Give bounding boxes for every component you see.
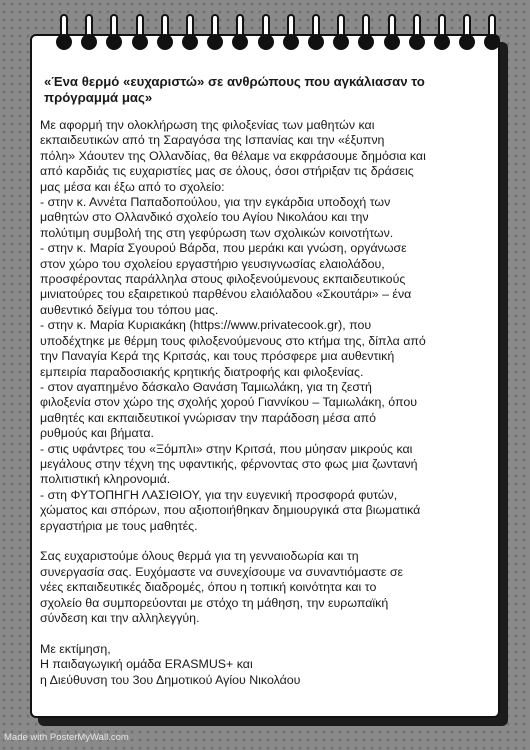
body-line: Με εκτίμηση, [40, 641, 111, 656]
spiral-ring-icon [106, 14, 122, 54]
body-line: πολύτιμη συμβολή της στη γεφύρωση των σχολικών κοινοτήτων. [40, 225, 394, 240]
spiral-ring-icon [308, 14, 324, 54]
spiral-ring-icon [56, 14, 72, 54]
spiral-ring-icon [157, 14, 173, 54]
body-line: υποδέχτηκε με θέρμη τους φιλοξενούμενους στο κτήμα της, δίπλα από [40, 333, 426, 348]
letter-title [44, 74, 480, 106]
body-line: αυθεντικό δείγμα του τόπου μας. [40, 302, 219, 317]
watermark: Made with PosterMyWall.com [4, 732, 129, 743]
body-line: πολιτιστική κληρονομιά. [40, 472, 171, 487]
spiral-ring-icon [232, 14, 248, 54]
spiral-ring-icon [81, 14, 97, 54]
spiral-ring-icon [207, 14, 223, 54]
letter-content [40, 74, 480, 688]
spiral-ring-icon [132, 14, 148, 54]
body-line: εργαστήρια με τους μαθητές. [40, 518, 198, 533]
letter-body [40, 118, 480, 688]
body-line: πόλη» Χάουτεν της Ολλανδίας, θα θέλαμε να εκφράσουμε δημόσια και [40, 148, 426, 163]
spiral-ring-icon [409, 14, 425, 54]
body-line: - στον αγαπημένο δάσκαλο Θανάση Ταμιωλάκη, για τη ζεστή [40, 379, 372, 394]
body-line: - στη ΦΥΤΟΠΗΓΗ ΛΑΣΙΘΙΟΥ, για την ευγενική προσφορά φυτών, [40, 487, 398, 502]
paragraph-gap [40, 626, 480, 641]
body-line: νέες εκπαιδευτικές διαδρομές, όπου η τοπική κοινότητα και το [40, 580, 377, 595]
body-line: - στην κ. Αννέτα Παπαδοπούλου, για την εγκάρδια υποδοχή των [40, 195, 391, 210]
body-line: την Παναγία Κερά της Κριτσάς, και τους πρόσφερε μια αυθεντική [40, 349, 395, 364]
spiral-ring-icon [358, 14, 374, 54]
body-line: Με αφορμή την ολοκλήρωση της φιλοξενίας των μαθητών και [40, 118, 375, 132]
spiral-ring-icon [459, 14, 475, 54]
body-line: η Διεύθυνση του 3ου Δημοτικού Αγίου Νικολάου [40, 672, 301, 687]
body-line: προσφέροντας παράλληλα στους φιλοξενούμενους εκπαιδευτικούς [40, 272, 406, 287]
spiral-ring-icon [384, 14, 400, 54]
body-line: Σας ευχαριστούμε όλους θερμά για τη γενναιοδωρία και τη [40, 549, 359, 564]
body-line: - στις υφάντρες του «Ξόμπλι» στην Κριτσά, που μύησαν μικρούς και [40, 441, 413, 456]
body-line: μινιατούρες του εξαιρετικού παρθένου ελαιόλαδου «Σκουτάρι» – ένα [40, 287, 412, 302]
body-line: συνεργασία σας. Ευχόμαστε να συνεχίσουμε να συναντιόμαστε σε [40, 564, 404, 579]
body-line: σχολείο θα συμπορεύονται με στόχο τη μάθηση, την ευρωπαϊκή [40, 595, 389, 610]
title-line: «Ένα θερμό «ευχαριστώ» σε ανθρώπους που αγκάλιασαν το [44, 74, 425, 89]
body-line: μαθητές και εκπαιδευτικοί γνώρισαν την παράδοση μέσα από [40, 410, 377, 425]
body-line: από καρδιάς τις ευχαριστίες μας σε όλους, όσοι στήριξαν τις δράσεις [40, 164, 414, 179]
spiral-ring-icon [283, 14, 299, 54]
paragraph-gap [40, 534, 480, 549]
spiral-binding [30, 14, 500, 54]
body-line: εκπαιδευτικών από τη Σαραγόσα της Ισπανίας και την «έξυπνη [40, 133, 385, 148]
body-line: μαθητών στο Ολλανδικό σχολείο του Αγίου Νικολάου και την [40, 210, 369, 225]
body-line: εμπειρία παραδοσιακής κρητικής διατροφής και φιλοξενίας. [40, 364, 364, 379]
body-line: φιλοξενία στον χώρο της σχολής χορού Γιαννίκου – Ταμιωλάκη, όπου [40, 395, 418, 410]
spiral-ring-icon [484, 14, 500, 54]
body-line: μας μέσα και έξω από το σχολείο: [40, 179, 225, 194]
spiral-ring-icon [258, 14, 274, 54]
body-line: στον χώρο του σχολείου εργαστήριο γευσιγνωσίας ελαιολάδου, [40, 256, 385, 271]
body-line: - στην κ. Μαρία Σγουρού Βάρδα, που μεράκι και γνώση, οργάνωσε [40, 241, 407, 256]
title-line: πρόγραμμά μας» [44, 90, 153, 105]
spiral-ring-icon [182, 14, 198, 54]
body-line: Η παιδαγωγική ομάδα ERASMUS+ και [40, 657, 253, 672]
body-line: χώματος και σπόρων, που αξιοποιήθηκαν δημιουργικά στα βιωματικά [40, 503, 421, 518]
body-line: ρυθμούς και βήματα. [40, 426, 154, 441]
body-line: σύνδεση και την αλληλεγγύη. [40, 610, 200, 625]
spiral-ring-icon [333, 14, 349, 54]
spiral-ring-icon [434, 14, 450, 54]
body-line: μεγάλους στην τέχνη της υφαντικής, φέρνοντας στο φως μια ζωντανή [40, 456, 418, 471]
body-line: - στην κ. Μαρία Κυριακάκη (https://www.privatecook.gr), που [40, 318, 372, 333]
